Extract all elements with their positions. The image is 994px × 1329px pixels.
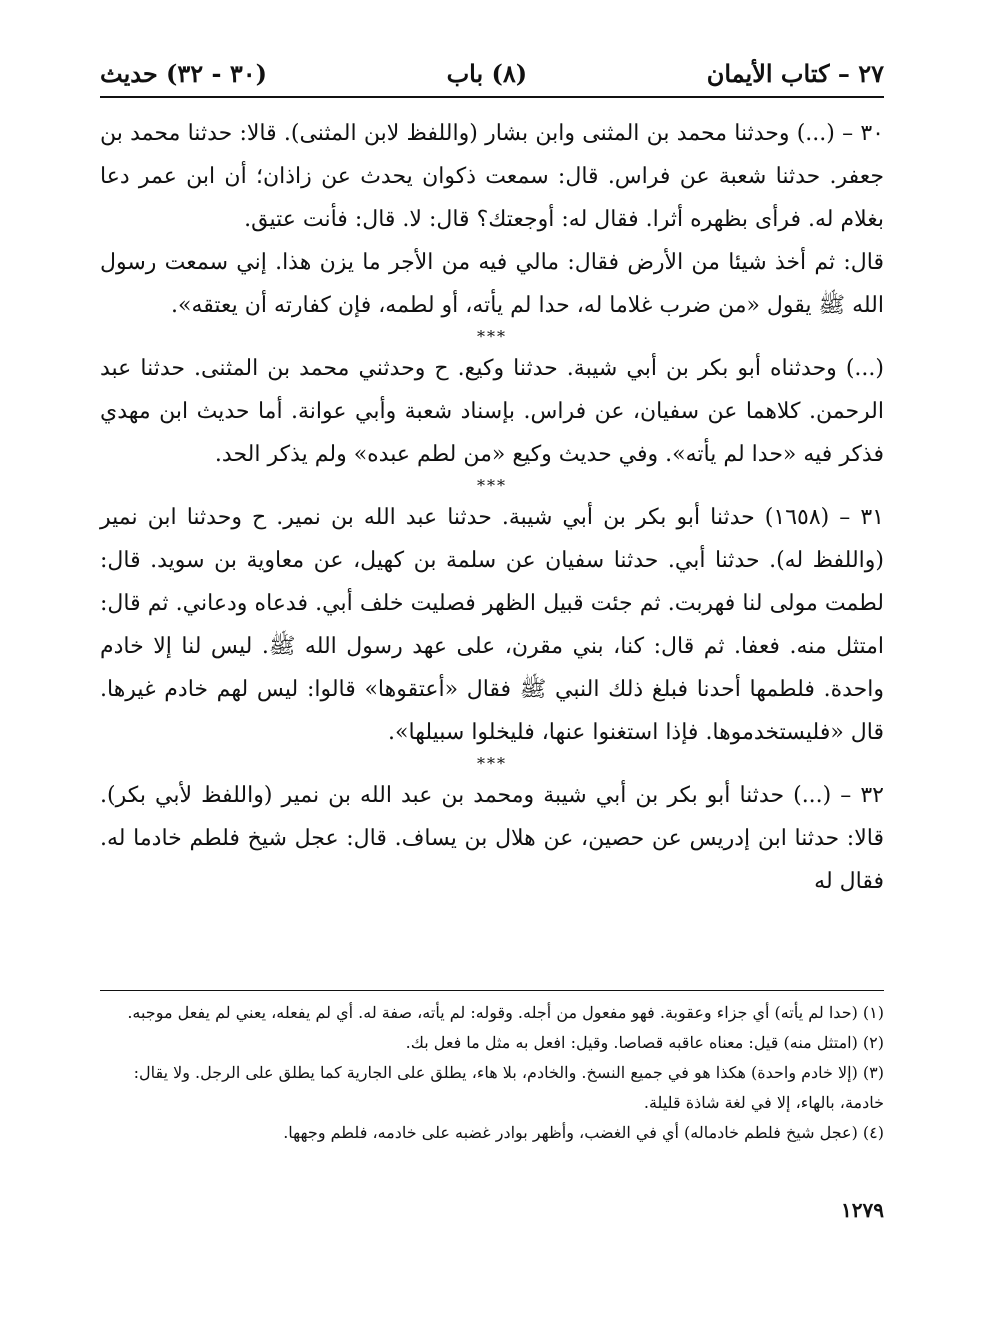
- footnote-3: (٣) (إلا خادم واحدة) هكذا هو في جميع النسخ. والخادم، بلا هاء، يطلق على الجارية كما يطلق على الرجل. ولا يقال: خادمة، بالهاء، إلا في لغة شاذة قليلة.: [133, 1063, 884, 1112]
- footnotes: [100, 998, 884, 1148]
- hadith-30-variant: (...) وحدثناه أبو بكر بن أبي شيبة. حدثنا وكيع. ح وحدثني محمد بن المثنى. حدثنا عبد الرحمن. كلاهما عن سفيان، عن فراس. بإسناد شعبة وأبي عوانة. أما حديث ابن مهدي فذكر فيه «حدا لم يأته». وفي حديث وكيع «من لطم عبده» ولم يذكر الحد.: [100, 356, 884, 467]
- section-separator: ***: [477, 754, 507, 773]
- header-chapter: (٨) باب: [446, 58, 528, 88]
- header-hadith-range: (٣٠ - ٣٢) حديث: [100, 58, 267, 88]
- section-separator: ***: [477, 476, 507, 495]
- hadith-30: ٣٠ – (...) وحدثنا محمد بن المثنى وابن بشار (واللفظ لابن المثنى). قالا: حدثنا محمد بن جعفر. حدثنا شعبة عن فراس. قال: سمعت ذكوان يحدث عن زاذان؛ أن ابن عمر دعا بغلام له. فرأى بظهره أثرا. فقال له: أوجعتك؟ قال: لا. قال: فأنت عتيق.: [100, 121, 884, 232]
- section-separator: ***: [477, 327, 507, 346]
- footnote-divider: [100, 990, 884, 991]
- hadith-31: ٣١ – (١٦٥٨) حدثنا أبو بكر بن أبي شيبة. حدثنا عبد الله بن نمير. ح وحدثنا ابن نمير (واللفظ له). حدثنا أبي. حدثنا سفيان عن سلمة بن كهيل، عن معاوية بن سويد. قال: لطمت مولى لنا فهربت. ثم جئت قبيل الظهر فصليت خلف أبي. فدعاه ودعاني. ثم قال: امتثل منه. فعفا. ثم قال: كنا، بني مقرن، على عهد رسول الله ﷺ. ليس لنا إلا خادم واحدة. فلطمها أحدنا فبلغ ذلك النبي ﷺ فقال «أعتقوها» قالوا: ليس لهم خادم غيرها. قال «فليستخدموها. فإذا استغنوا عنها، فليخلوا سبيلها».: [100, 505, 884, 745]
- footnote-2: (٢) (امتثل منه) قيل: معناه عاقبه قصاصا. وقيل: افعل به مثل ما فعل بك.: [405, 1033, 884, 1052]
- hadith-32: ٣٢ – (...) حدثنا أبو بكر بن أبي شيبة ومحمد بن عبد الله بن نمير (واللفظ لأبي بكر). قالا: حدثنا ابن إدريس عن حصين، عن هلال بن يساف. قال: عجل شيخ فلطم خادما له. فقال له: [100, 783, 884, 894]
- footnote-1: (١) (حدا لم يأته) أي جزاء وعقوبة. فهو مفعول من أجله. وقوله: لم يأته، صفة له. أي لم يفعله، يعني لم يفعل موجبه.: [127, 1003, 884, 1022]
- page-number: ١٢٧٩: [841, 1198, 884, 1222]
- footnote-4: (٤) (عجل شيخ فلطم خادماله) أي في الغضب، وأظهر بوادر غضبه على خادمه، فلطم وجهها.: [283, 1123, 884, 1142]
- hadith-text: [100, 112, 884, 903]
- running-header: [100, 50, 884, 98]
- header-book-title: ٢٧ – كتاب الأيمان: [706, 58, 884, 88]
- hadith-30-continued: قال: ثم أخذ شيئا من الأرض فقال: مالي فيه من الأجر ما يزن هذا. إني سمعت رسول الله ﷺ يقول «من ضرب غلاما له، حدا لم يأته، أو لطمه، فإن كفارته أن يعتقه».: [100, 250, 884, 318]
